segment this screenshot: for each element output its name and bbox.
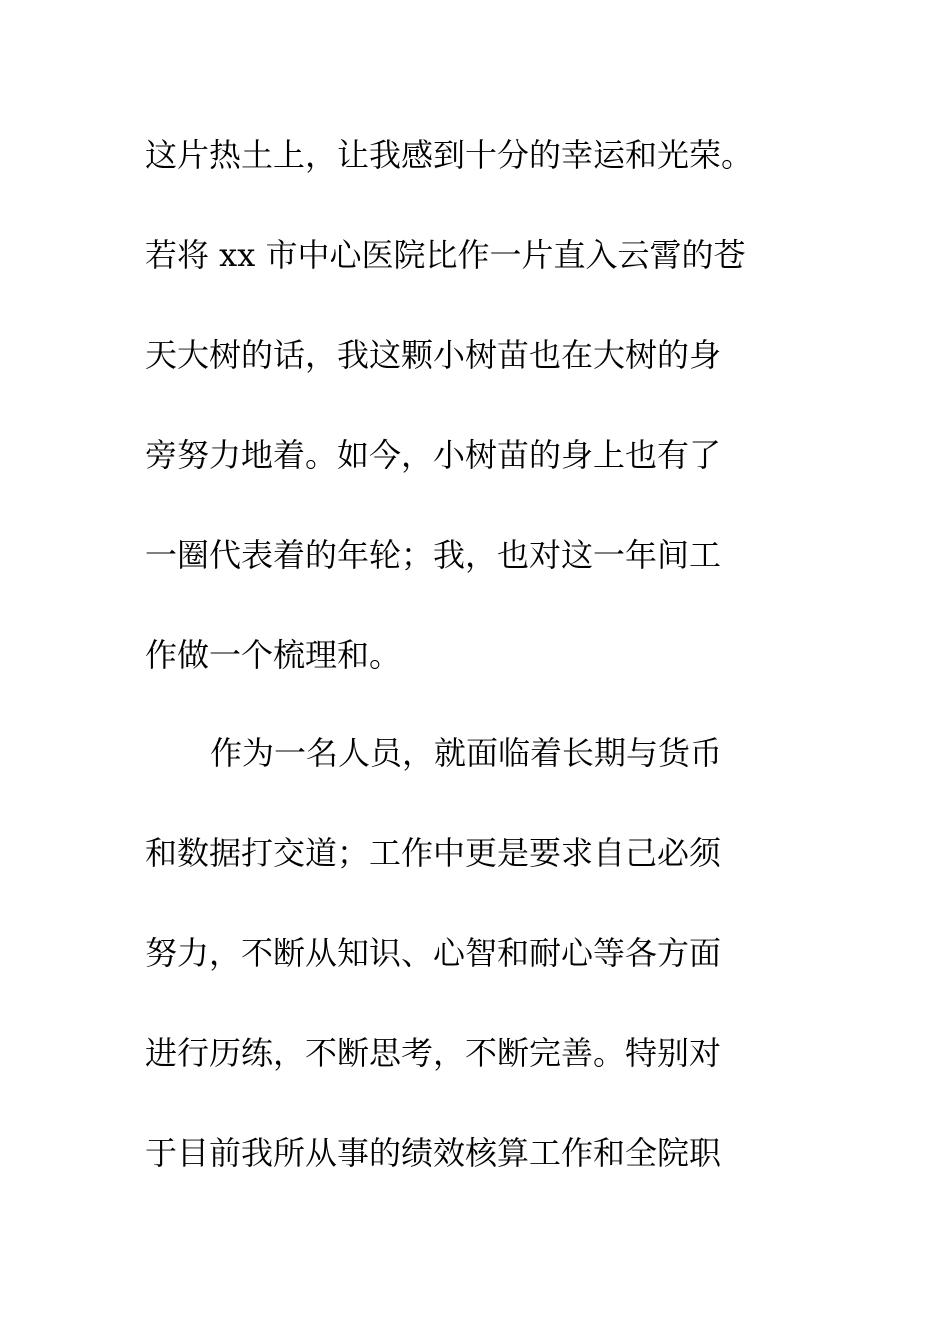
text-line: 若将 xx 市中心医院比作一片直入云霄的苍	[145, 236, 746, 274]
text-line: 一圈代表着的年轮；我，也对这一年间工	[145, 536, 722, 574]
text-line: 进行历练，不断思考，不断完善。特别对	[145, 1034, 722, 1072]
text-line: 和数据打交道；工作中更是要求自己必须	[145, 834, 722, 872]
text-line: 旁努力地着。如今，小树苗的身上也有了	[145, 436, 722, 474]
text-line: 天大树的话，我这颗小树苗也在大树的身	[145, 336, 722, 374]
text-line: 作做一个梳理和。	[145, 636, 402, 674]
text-line: 于目前我所从事的绩效核算工作和全院职	[145, 1134, 722, 1172]
text-line: 努力，不断从知识、心智和耐心等各方面	[145, 934, 722, 972]
paragraph-first-line: 作为一名人员，就面临着长期与货币	[210, 734, 723, 772]
text-line: 这片热土上，让我感到十分的幸运和光荣。	[145, 136, 754, 174]
